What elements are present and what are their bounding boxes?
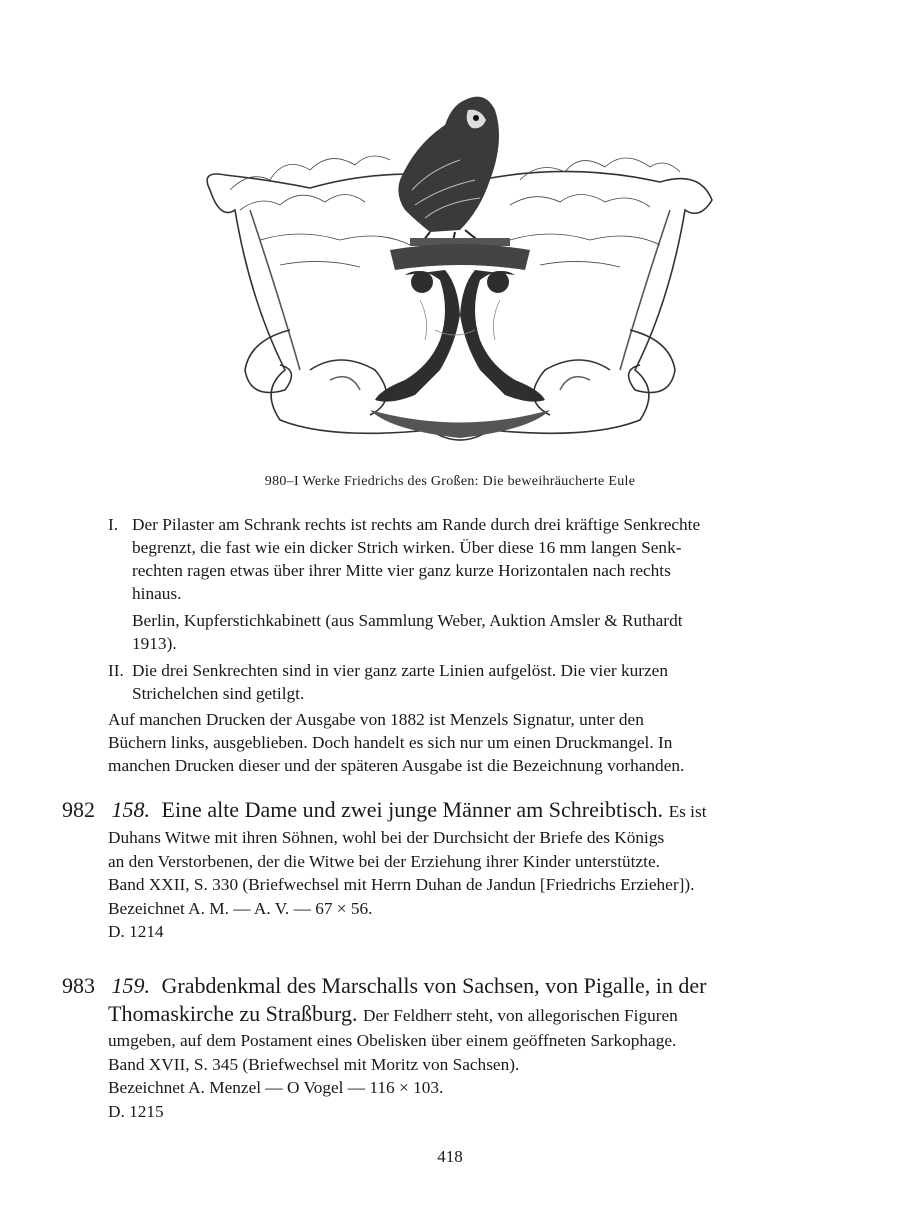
catalog-entry-983 — [62, 972, 814, 1123]
entry-number: 983 — [62, 973, 95, 998]
text-line: 1913). — [132, 634, 177, 653]
entry-title-line2 — [108, 1000, 814, 1029]
catalog-number: 159. — [111, 973, 150, 998]
text-line: rechten ragen etwas über ihrer Mitte vier ganz kurze Horizontalen nach rechts — [132, 561, 671, 580]
text-line: Bezeichnet A. M. — A. V. — 67 × 56. — [108, 898, 373, 918]
text-line: umgeben, auf dem Postament eines Obelisken über einem geöffneten Sarkophage. — [108, 1031, 677, 1050]
text-line: manchen Drucken dieser und der späteren Ausgabe ist die Bezeichnung vorhanden. — [108, 756, 685, 775]
text-line: Büchern links, ausgeblieben. Doch handelt es sich nur um einen Druckmangel. In — [108, 733, 673, 752]
text-line: Strichelchen sind getilgt. — [132, 684, 305, 703]
state-2 — [108, 659, 813, 705]
state-number: I. — [108, 515, 119, 534]
entry-title-tail: Es ist — [668, 802, 707, 821]
etching-figure — [190, 70, 730, 465]
state-description — [132, 513, 813, 605]
text-line: Bezeichnet A. Menzel — O Vogel — 116 × 103. — [108, 1078, 444, 1097]
catalog-number: 158. — [111, 797, 150, 822]
entry-heading — [62, 796, 814, 826]
provenance-note — [132, 609, 813, 655]
page-number: 418 — [437, 1147, 463, 1166]
entry-title-tail: Der Feldherr steht, von allegorischen Figuren — [362, 1006, 678, 1025]
text-line: begrenzt, die fast wie ein dicker Strich wirken. Über diese 16 mm langen Senk- — [132, 538, 682, 557]
text-line: Band XXII, S. 330 (Briefwechsel mit Herrn Duhan de Jandun [Friedrichs Erzieher]). — [108, 875, 695, 894]
entry-title: Eine alte Dame und zwei junge Männer am Schreibtisch. — [161, 797, 664, 822]
entry-title-continued: Thomaskirche zu Straßburg. — [108, 1001, 358, 1026]
text-line: D. 1215 — [108, 1101, 164, 1121]
owl-etching-illustration — [190, 70, 730, 465]
entry-heading — [62, 972, 814, 1000]
text-line: Duhans Witwe mit ihren Söhnen, wohl bei der Durchsicht der Briefe des Königs — [108, 828, 665, 847]
figure-caption: 980–I Werke Friedrichs des Großen: Die beweihräucherte Eule — [264, 474, 636, 489]
state-1 — [108, 513, 813, 605]
entry-title: Grabdenkmal des Marschalls von Sachsen, von Pigalle, in der — [161, 973, 707, 998]
remark-paragraph — [108, 708, 813, 777]
state-number: II. — [108, 661, 124, 680]
state-description — [132, 659, 813, 705]
text-line: D. 1214 — [108, 922, 164, 941]
entry-body — [108, 1000, 814, 1123]
text-line: Der Pilaster am Schrank rechts ist rechts am Rande durch drei kräftige Senkrechte — [132, 515, 701, 534]
entry-body — [108, 826, 814, 944]
text-line: Berlin, Kupferstichkabinett (aus Sammlung Weber, Auktion Amsler & Ruthardt — [132, 611, 683, 630]
text-line: hinaus. — [132, 584, 182, 603]
text-line: Die drei Senkrechten sind in vier ganz zarte Linien aufgelöst. Die vier kurzen — [132, 661, 668, 680]
text-line: Auf manchen Drucken der Ausgabe von 1882 ist Menzels Signatur, unter den — [108, 710, 644, 729]
text-line: an den Verstorbenen, der die Witwe bei der Erziehung ihrer Kinder unterstützte. — [108, 851, 660, 871]
text-line: Band XVII, S. 345 (Briefwechsel mit Moritz von Sachsen). — [108, 1054, 520, 1074]
entry-number: 982 — [62, 797, 95, 822]
catalog-entry-982 — [62, 796, 814, 944]
